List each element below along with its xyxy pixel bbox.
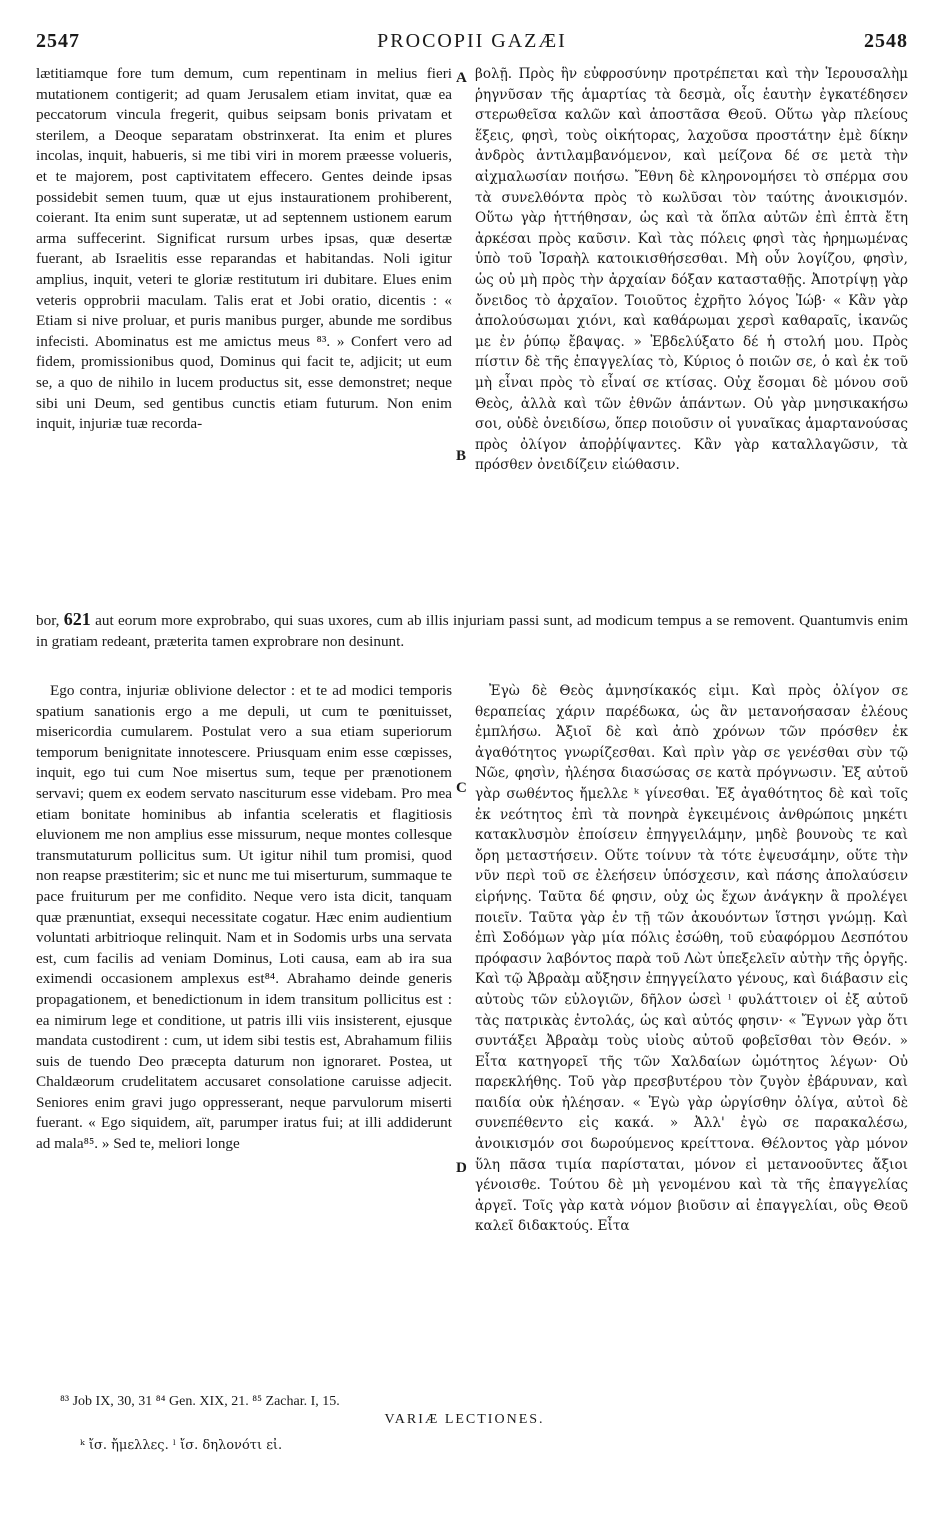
right-page-number: 2548: [864, 30, 908, 52]
running-title: PROCOPII GAZÆI: [377, 30, 567, 52]
margin-marker-b: B: [456, 448, 467, 464]
left-page-number: 2547: [36, 30, 80, 52]
latin-text-top: lætitiamque fore tum demum, cum repentinam in melius fieri mutationem contigerit; ad quam Jerusalem etiam invitat, quæ ea peccatorum vincula fregerit, quibus seipsam bonis privatam et sterilem, a Deoque separatam obstrinxerat. Ita enim et plures incolas, inquit, habueris, si me tibi viri in morem præesse volueris, et te majorem, post captivitatem effecero. Gentes deinde ipsas possidebit semen tuum, quæ ut ejus instaurationem prohiberent, coierant. Ita enim sunt superatæ, ut ad septennem ustionem earum arma suffecerint. Significat rursum urbes ipsas, quæ desertæ fuerant, ab Israelitis esse reparandas et habitandas. Noli igitur amplius, inquit, veteri te gloriæ restitutum iri dubitare. Elues enim veteris opprobrii maculam. Talis erat et Jobi oratio, dicentis : « Etiam si nive proluar, et puris manibus purger, abunde me sordibus infecisti. Abominatus est me amictus meus ⁸³. » Confert vero ad fidem, promissionibus quod, Dominus qui facit te, adjicit; ut eum se, a quo de nihilo in lucem productus sit, esse demonstret; neque sibi uni Deum, sed gentibus cunctis etiam futurum. Non enim inquit, injuriæ tuæ recorda-: [36, 65, 452, 433]
page-header: [36, 30, 908, 60]
latin-column-top: [36, 64, 452, 435]
footnotes: ⁸³ Job IX, 30, 31 ⁸⁴ Gen. XIX, 21. ⁸⁵ Zachar. I, 15.: [60, 1394, 340, 1409]
greek-column-bottom: [475, 681, 908, 1237]
latin-column-bottom: [36, 681, 452, 1155]
latin-cross-column: [36, 609, 908, 652]
greek-text-bottom: Ἐγὼ δὲ Θεὸς ἀμνησίκακός εἰμι. Καὶ πρὸς ὀλίγον σε θεραπείας χάριν παρέδωκα, ὡς ἂν μετανοήσασαν ἐλέους ἐμπλήσω. Ἀξιοῖ δὲ καὶ ἀπὸ χρόνων τῶν πρόσθεν ἐκ ἀγαθότητος γνωρίζεσθαι. Καὶ πρὶν γὰρ σε γενέσθαι σὺν τῷ Νῶε, φησὶν, ἠλέησα διασώσας σε κατὰ πρόγνωσιν. Ἐξ αὐτοῦ γὰρ σωθέντος ἤμελλε ᵏ γίνεσθαι. Ἐξ ἀγαθότητος δὲ καὶ τοῖς ἐκ νεότητος ἐπὶ τὰ πονηρὰ ἐγκειμένοις ἀνθρώποις μηκέτι κατακλυσμὸν ἐποίσειν ἐπηγγειλάμην, μηδὲ βουνοὺς τε καὶ ὄρη μεταστήσειν. Οὕτε τοίνυν τὰ τότε ἐψευσάμην, οὕτε τὴν νῦν περὶ τοῦ σε ἐλεήσειν ὑπόσχεσιν, καὶ πάσης ἀπολαύσειν εἰρήνης. Ταῦτα δέ φησιν, οὐχ ὡς ἔχων ἀνάγκην ἃ προλέγει ποιεῖν. Ταῦτα γὰρ ἐν τῇ τῶν ἀκουόντων ἵστησι γνώμῃ. Καὶ ἐπὶ Σοδόμων γὰρ μία πόλις ἐσώθη, τοῦ εὐαφόρμου Δεσπότου πρόφασιν λαβόντος παρὰ τοῦ Λὼτ ὑπεξελεῖν αὐτὴν τῆς ὀργῆς. Καὶ τῷ Ἀβραὰμ αὔξησιν ἐπηγγείλατο γένους, καὶ διάβασιν εἰς αὐτοὺς τῶν εὐλογιῶν, δῆλον ὡσεὶ ˡ φυλάττοιεν οἱ ἐξ αὐτοῦ τὰς πατρικὰς ἐντολάς, ὡς καὶ αὐτός φησιν· « Ἔγνων γὰρ ὅτι συντάξει Ἀβραὰμ τοὺς υἱοὺς αὐτοῦ φοβεῖσθαι τὸν Θεόν. » Εἶτα κατηγορεῖ τῆς τῶν Χαλδαίων ὠμότητος λέγων· Οὐ παρεκλήθης. Τοῦ γὰρ πρεσβυτέρου τὸν ζυγὸν ἐβάρυναν, καὶ παιδία οὐκ ἠλέησαν. « Ἐγὼ γὰρ ὠργίσθην ὀλίγα, αὐτοὶ δὲ συνεπέθεντο εἰς κακά. » Ἀλλ' ἐγὼ σε παρακαλέσω, ἀνοικισμόν σοι δωρούμενος κρείττονα. Θέλοντος γὰρ μόνον ὕλη πᾶσα τιμία παρίσταται, μόνον εἰ μετανοοῦντες ἄξιοι γένοισθε. Τούτου δὲ μὴ γενομένου καὶ τὰ τῆς ἐπαγγελίας ἀργεῖ. Τοῖς γὰρ κατὰ νόμον βιοῦσιν αἱ ἐπαγγελίαι, οὓς Θεοῦ καλεῖ διδακτούς. Εἶτα: [475, 683, 908, 1235]
greek-text-top: βολῇ. Πρὸς ἣν εὐφροσύνην προτρέπεται καὶ τὴν Ἱερουσαλὴμ ῥηγνῦσαν τῆς ἁμαρτίας τὰ δεσμὰ, οἷς ἑαυτὴν ἐγκατέδησεν στερωθεῖσα καλῶν καὶ ἀποστᾶσα Θεοῦ. Οὕτω γὰρ πλείους ἕξεις, φησὶ, τοὺς οἰκήτορας, λαχοῦσα προστάτην ἐμὲ δίκην ἀνδρὸς ἀντιλαμβανόμενον, καὶ μείζονα δέ σε μετὰ τὴν αἰχμαλωσίαν ποιήσω. Ἔθνη δὲ κληρονομήσει τὸ σπέρμα σου τὰ συνελθόντα πρὸς τὸ κωλῦσαι τὸν ταύτης ἀνοικισμόν. Οὕτω γὰρ ἡττήθησαν, ὡς καὶ τὰ ὅπλα αὐτῶν ἐπὶ ἑπτὰ ἔτη ἀρκέσαι πρὸς καῦσιν. Καὶ τὰς πόλεις φησὶ τὰς ἠρημωμένας ὑπὸ τοῦ Ἰσραὴλ κατοικισθήσεσθαι. Μὴ οὖν λογίζου, φησὶν, ὡς οὐ μὴ πρὸς τὴν ἀρχαίαν δόξαν κατασταθῇς. Ἀποτρίψῃ γὰρ ὄνειδος τὸ ἀρχαῖον. Τοιοῦτος ἐχρῆτο λόγος Ἰώβ· « Κἂν γὰρ ἀπολούσωμαι χιόνι, καὶ καθάρωμαι χερσὶ καθαραῖς, ἱκανῶς με ἐν ῥύπῳ ἔβαψας. » Ἐβδελύξατο δέ ἡ στολή μου. Πρὸς πίστιν δὲ τῆς ἐπαγγελίας τὸ, Κύριος ὁ ποιῶν σε, ὁ καὶ ἐκ τοῦ μὴ εἶναι πρὸς τὸ εἶναί σε κτίσας. Οὐχ ἔσομαι δὲ μόνου σοῦ Θεὸς, ἀλλὰ καὶ τῶν ἐθνῶν ἁπάντων. Οὐ γὰρ μνησικακήσω σοι, οὐδὲ ὀνειδίσω, ὅπερ ποιοῦσιν οἱ γυναῖκας ἁμαρτανούσας πρὸς ὀλίγον ἀποῤῥίψαντες. Κἂν γὰρ καταλλαγῶσιν, τὰ πρόσθεν ὀνειδίζειν εἰώθασιν.: [475, 66, 908, 474]
margin-marker-d: D: [456, 1160, 467, 1176]
margin-marker-c: C: [456, 780, 467, 796]
cross-start: bor,: [36, 612, 60, 629]
margin-marker-a: A: [456, 70, 467, 86]
cross-text: aut eorum more exprobrabo, qui suas uxores, cum ab illis injuriam passi sunt, ad modicum tempus a se removent. Quantumvis enim in gratiam redeant, præterita tamen exprobrare non desinunt.: [36, 612, 909, 650]
greek-column-top: [475, 64, 908, 476]
latin-text-bottom: Ego contra, injuriæ oblivione delector : et te ad modici temporis spatium sanationis ergo a me depuli, ut cum te pœnituisset, misericordia cumularem. Postulat vero a sua etiam superiorum temporum benignitate innotescere. Priusquam enim esse cœpisses, inquit, ego tui cum Noe misertus sum, teque per prænotionem servavi; quem ex eodem servato nasciturum esse videbam. Pro mea etiam bonitate hominibus ab infantia sceleratis et flagitiosis eluvionem me non amplius esse missurum, neque montes collesque transmutaturum pollicitus sum. Ut igitur nihil tum promisi, quod non reapse præstiterim; sic et nunc me tui miserturum, summaque te pace fruiturum per me confidito. Neque vero ista dicit, tanquam quæ prænuntiat, exsequi necessitate cogatur. Hæc enim audientium voluntati arbitrioque relinquit. Nam et in Sodomis urbs una servata est, cum facilis ad veniam Dominus, Loti causa, eam ab ira sua eximendi occasionem amplexus est⁸⁴. Abrahamo deinde generis propagationem, et benedictionum in idem transitum pollicitus est : ea nimirum lege et conditione, ut patris illi viis insisterent, ejusque mandata custodirent : cum, ut idem sibi testis est, Abrahamum filiis suis de tuendo Deo præcepta daturum non ignoraret. Postea, ut Chaldæorum crudelitatem accusaret consolatione caruisse adjecit. Seniores enim gravi jugo oppresserant, neque parvulorum miserti fuerant. « Ego siquidem, aït, parumper iratus fui; at illi addiderunt ad mala⁸⁵. » Sed te, meliori longe: [36, 682, 452, 1153]
column-number: 621: [63, 609, 91, 629]
variae-lectiones-title: VARIÆ LECTIONES.: [384, 1412, 545, 1427]
variant-readings: ᵏ ἴσ. ἤμελλες. ˡ ἴσ. δηλονότι εἰ.: [80, 1438, 283, 1453]
